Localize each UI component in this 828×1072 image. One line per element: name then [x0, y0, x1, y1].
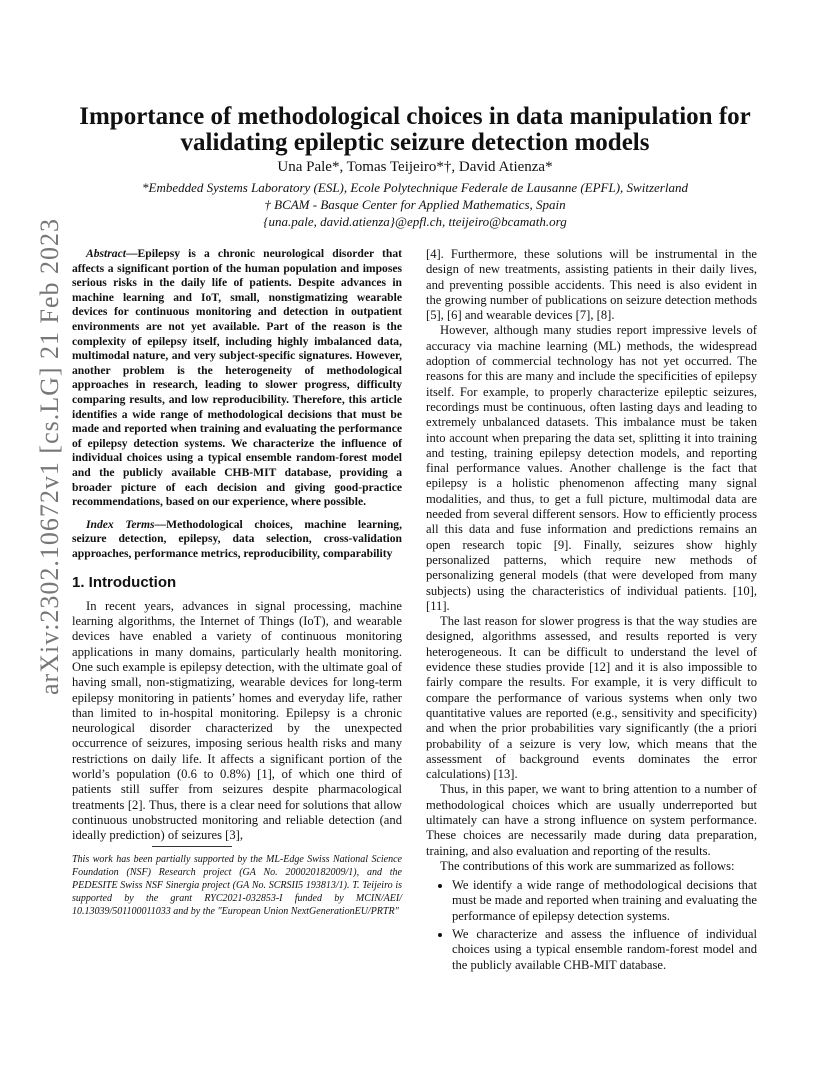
index-terms — [72, 518, 402, 562]
left-column — [72, 247, 402, 918]
funding-footnote: This work has been partially supported by the ML-Edge Swiss National Science Foundation (NSF) Research project (GA No. 200020182009/1), and the PEDESITE Swiss NSF Sinergia project (GA No. SCRSII5 193813/1). T. Teijeiro is supported by the grant RYC2021-032853-I funded by MCIN/AEI/ 10.13039/501100011033 and by the "European Union NextGenerationEU/PRTR" — [72, 853, 402, 917]
intro-paragraph: In recent years, advances in signal processing, machine learning algorithms, the Internet of Things (IoT), and wearable devices have enabled a variety of continuous monitoring applications in many domains, particularly health monitoring. One such example is epilepsy detection, with the ultimate goal of having small, non-stigmatizing, wearable devices for long-term epilepsy monitoring in patients’ homes and everyday life, rather than limited to in-hospital monitoring. Epilepsy is a chronic neurological disorder characterized by the unexpected occurrence of seizures, imposing serious health risks and many restrictions on daily life. It affects a significant portion of the world’s population (0.6 to 0.8%) [1], of which one third of patients still suffer from seizures despite pharmacological treatments [2]. Thus, there is a clear need for solutions that allow continuous unobstructed monitoring and reliable detection (and ideally prediction) of seizures [3], — [72, 598, 402, 843]
list-item: • We characterize and assess the influence of individual choices using a typical ensemble random-forest model and the publicly available CHB-MIT database. — [452, 927, 757, 973]
abstract — [72, 247, 402, 510]
contributions-intro: The contributions of this work are summarized as follows: — [440, 858, 735, 873]
author-emails: {una.pale, david.atienza}@epfl.ch, tteijeiro@bcamath.org — [263, 214, 567, 229]
body-paragraph: [4]. Furthermore, these solutions will be instrumental in the design of new treatments, assisting patients in their daily lives, and preventing possible accidents. This need is also evident in the growing number of publications on seizure detection methods [5], [6] and wearable devices [7], [8]. — [426, 247, 757, 323]
footnote-rule — [152, 846, 232, 847]
right-column — [426, 247, 757, 976]
abstract-label: Abstract — [86, 247, 126, 260]
index-terms-text: —Methodological choices, machine learning, seizure detection, epilepsy, data selection, cross-validation approaches, performance metrics, reproducibility, comparability — [72, 517, 402, 560]
contributions-list — [426, 878, 757, 973]
affiliation-esl: *Embedded Systems Laboratory (ESL), Ecole Polytechnique Federale de Lausanne (EPFL), Switzerland — [142, 180, 688, 195]
abstract-text: —Epilepsy is a chronic neurological disorder that affects a significant portion of the human population and imposes serious risks in the daily life of patients. Despite advances in machine learning and IoT, small, nonstigmatizing wearable devices for continuous monitoring and detection in outpatient environments are not yet available. Part of the reason is the complexity of epilepsy itself, including highly imbalanced data, multimodal nature, and very subject-specific signatures. However, another problem is the heterogeneity of methodological approaches in research, leading to slower progress, difficulty comparing results, and low reproducibility. Therefore, this article identifies a wide range of methodological decisions that must be made and reported when training and evaluating the performance of epilepsy detection systems. We characterize the influence of individual choices using a typical ensemble random-forest model and the publicly available CHB-MIT database, providing a broader picture of each decision and giving good-practice recommendations, based on our experience, where possible. — [72, 247, 402, 509]
affiliation-bcam: † BCAM - Basque Center for Applied Mathematics, Spain — [264, 197, 566, 212]
body-paragraph: Thus, in this paper, we want to bring attention to a number of methodological choices which are usually underreported but ultimately can have a strong influence on system performance. These choices are necessarily made during data preparation, training, and also evaluation and reporting of the results. — [426, 782, 757, 858]
index-terms-label: Index Terms — [86, 517, 155, 531]
paper-title: Importance of methodological choices in data manipulation for validating epileptic seizure detection models — [79, 103, 751, 156]
body-paragraph: The last reason for slower progress is that the way studies are designed, algorithms assessed, and results reported is very heterogeneous. It can be difficult to understand the level of evidence these studies provide [12] and it is also impossible to fairly compare the results. For example, it is very difficult to compare the performance of various systems when only two quantitative values are reported (e.g., sensitivity and specificity) and when the prior probabilities vary significantly (the a priori probability of a seizure is very low, which means that the assessment of background events dominates the error calculations) [13]. — [426, 614, 757, 782]
author-list: Una Pale*, Tomas Teijeiro*†, David Atienza* — [277, 159, 553, 175]
list-item: • We identify a wide range of methodological decisions that must be made and reported when training and evaluating the performance of epilepsy detection systems. — [452, 878, 757, 924]
arxiv-identifier: arXiv:2302.10672v1 [cs.LG] 21 Feb 2023 — [35, 217, 64, 695]
section-heading-introduction: 1. Introduction — [72, 574, 177, 592]
body-paragraph: However, although many studies report impressive levels of accuracy via machine learning (ML) methods, the widespread adoption of commercial technology has not yet occurred. The reasons for this are many and include the specificities of epilepsy itself. For example, to properly characterize epileptic seizures, recordings must be continuous, often lasting days and leading to extremely unbalanced datasets. This imbalance must be taken into account when preparing the data set, splitting it into training and testing, training epilepsy detection models, and reporting final performance values. Another challenge is the fact that epilepsy is a holistic phenomenon affecting many signal modalities, and thus, to get a full picture, multimodal data are needed from several different sensors. How to efficiently process all this data and fuse information and predictions remains an open research topic [9]. Finally, seizures show highly personalized patterns, which require new methods of personalizing general models (that were developed from many subjects) using the characteristics of individual patients. [10], [11]. — [426, 323, 757, 613]
